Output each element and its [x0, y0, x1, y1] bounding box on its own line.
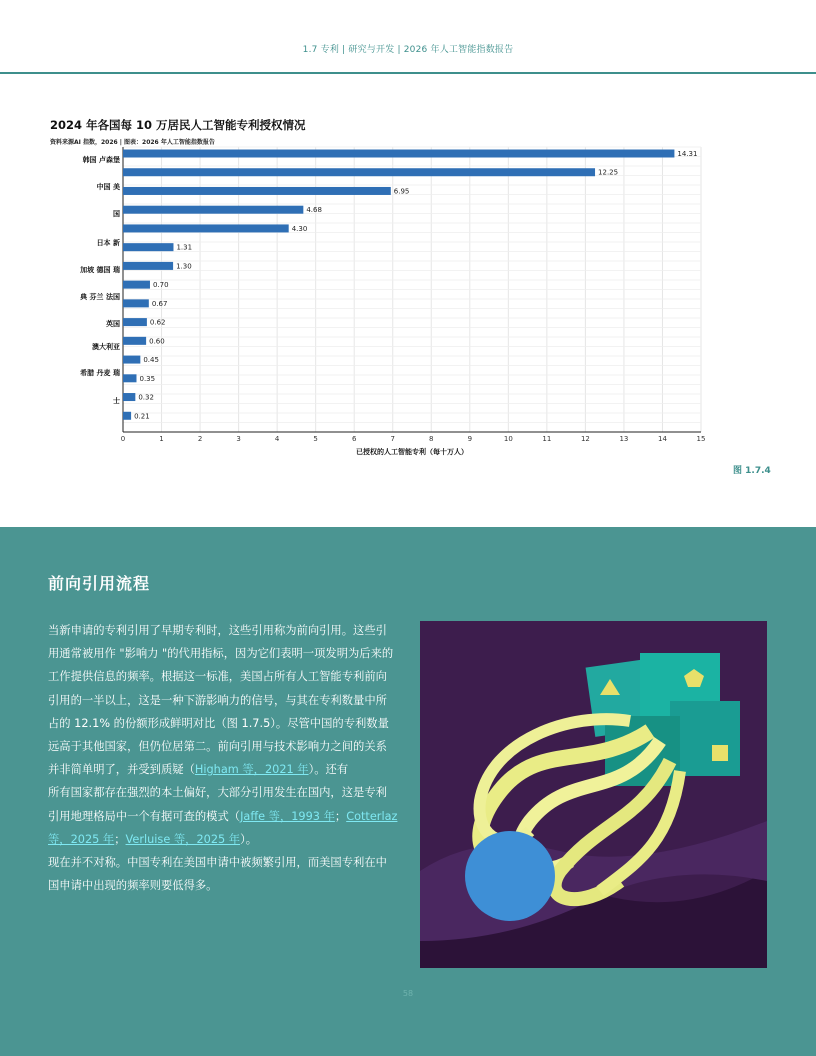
category-label: 国	[113, 210, 120, 218]
x-tick-label: 1	[159, 435, 164, 443]
x-tick-label: 9	[467, 435, 473, 443]
bar-value-label: 4.30	[291, 224, 308, 233]
bar	[123, 299, 149, 307]
paragraph-2-tail: ）。	[240, 832, 258, 846]
paragraph-1-text: 当新申请的专利引用了早期专利时，这些引用称为前向引用。这些引用通常被用作 "影响力 "的代用指标，因为它们表明一项发明为后来的工作提供信息的频率。根据这一标准，美国占所有人工智能专利前向引用的一半以上，这是一种下游影响力的信号，与其在专利数量中所占的 12.1% 的份额形成鲜明对比（图 1.7.5）。尽管中国的专利数量远高于其他国家，但仍位居第二。前向引用与技术影响力之间的关系并非简单明了，并受到质疑（	[48, 624, 394, 777]
page-header	[0, 0, 816, 74]
x-tick-label: 13	[619, 435, 629, 443]
citation-link-jaffe[interactable]: Jaffe 等，1993 年	[240, 809, 335, 823]
bar-value-label: 0.45	[143, 356, 159, 365]
category-label: 日本 新	[96, 239, 120, 247]
bar	[123, 374, 136, 382]
x-tick-label: 12	[580, 435, 590, 443]
citation-link-cotterlaz[interactable]: Cotterlaz 等，2025 年	[48, 809, 398, 846]
bar	[123, 337, 146, 345]
category-label: 希腊 丹麦 瑞	[80, 369, 120, 377]
category-label: 英国	[106, 320, 120, 328]
paragraph-3: 现在并不对称。中国专利在美国申请中被频繁引用，而美国专利在中国申请中出现的频率则要低得多。	[48, 856, 387, 893]
bar	[123, 168, 595, 176]
category-label: 典 芬兰 法国	[80, 293, 120, 301]
bar-value-label: 0.21	[134, 412, 150, 421]
category-label: 韩国 卢森堡	[82, 156, 120, 164]
bar	[123, 356, 140, 364]
x-tick-label: 5	[313, 435, 318, 443]
x-axis-title: 已授权的人工智能专利（每十万人）	[356, 448, 468, 456]
chart-title: 2024 年各国每 10 万居民人工智能专利授权情况	[50, 118, 306, 132]
running-header: 1.7 专利 | 研究与开发 | 2026 年人工智能指数报告	[302, 45, 514, 55]
bar	[123, 224, 289, 232]
bar-value-label: 1.31	[176, 243, 193, 252]
paragraph-2-text: 所有国家都存在强烈的本土偏好，大部分引用发生在国内，这是专利引用地理格局中一个有据可查的模式（	[48, 786, 387, 823]
bar	[123, 206, 303, 214]
bar	[123, 412, 131, 420]
bar-value-label: 0.35	[139, 374, 156, 383]
x-tick-label: 0	[120, 435, 126, 443]
body-text	[48, 619, 398, 897]
bar	[123, 243, 173, 251]
x-tick-label: 11	[542, 435, 552, 443]
bar-value-label: 4.68	[306, 206, 322, 215]
bar	[123, 318, 147, 326]
chart-source: 资料来源AI 指数，2026 | 图表：2026 年人工智能指数报告	[50, 139, 215, 146]
x-tick-label: 15	[696, 435, 706, 443]
x-tick-label: 10	[503, 435, 513, 443]
patent-bar-chart	[0, 140, 816, 460]
bar-value-label: 1.30	[176, 262, 192, 271]
category-label: 士	[113, 397, 120, 405]
x-tick-label: 3	[236, 435, 241, 443]
bar-value-label: 0.60	[149, 337, 165, 346]
patent-citation-illustration	[420, 621, 767, 968]
bar	[123, 187, 391, 195]
x-tick-label: 14	[658, 435, 667, 443]
bar	[123, 262, 173, 270]
x-tick-label: 6	[351, 435, 357, 443]
citation-link-verluise[interactable]: Verluise 等，2025 年	[125, 832, 241, 846]
bar-value-label: 0.67	[151, 299, 168, 308]
x-tick-label: 8	[429, 435, 434, 443]
section-title: 前向引用流程	[48, 574, 151, 593]
citation-link-higham[interactable]: Higham 等，2021 年	[194, 763, 309, 777]
bar	[123, 393, 135, 401]
bar-value-label: 0.70	[152, 281, 169, 290]
category-label: 中国 美	[96, 183, 120, 191]
paragraph-1-tail: ）。还有	[308, 763, 349, 777]
paragraph-2	[48, 781, 398, 851]
category-label: 加坡 德国 瑞	[80, 266, 120, 274]
x-tick-label: 7	[390, 435, 395, 443]
category-label: 澳大利亚	[92, 343, 120, 351]
figure-label: 图 1.7.4	[733, 466, 771, 476]
x-tick-label: 4	[274, 435, 280, 443]
bar	[123, 281, 150, 289]
bar-value-label: 14.31	[677, 150, 698, 158]
paragraph-1	[48, 619, 398, 781]
page-number: 58	[402, 989, 414, 998]
bar-value-label: 0.62	[149, 318, 166, 327]
bar-value-label: 0.32	[138, 393, 154, 402]
bar	[123, 150, 674, 158]
x-tick-label: 2	[197, 435, 203, 443]
bar-value-label: 6.95	[393, 187, 410, 196]
citation-separator: ；	[334, 809, 347, 823]
citation-separator: ；	[114, 832, 126, 846]
bar-value-label: 12.25	[598, 168, 619, 177]
